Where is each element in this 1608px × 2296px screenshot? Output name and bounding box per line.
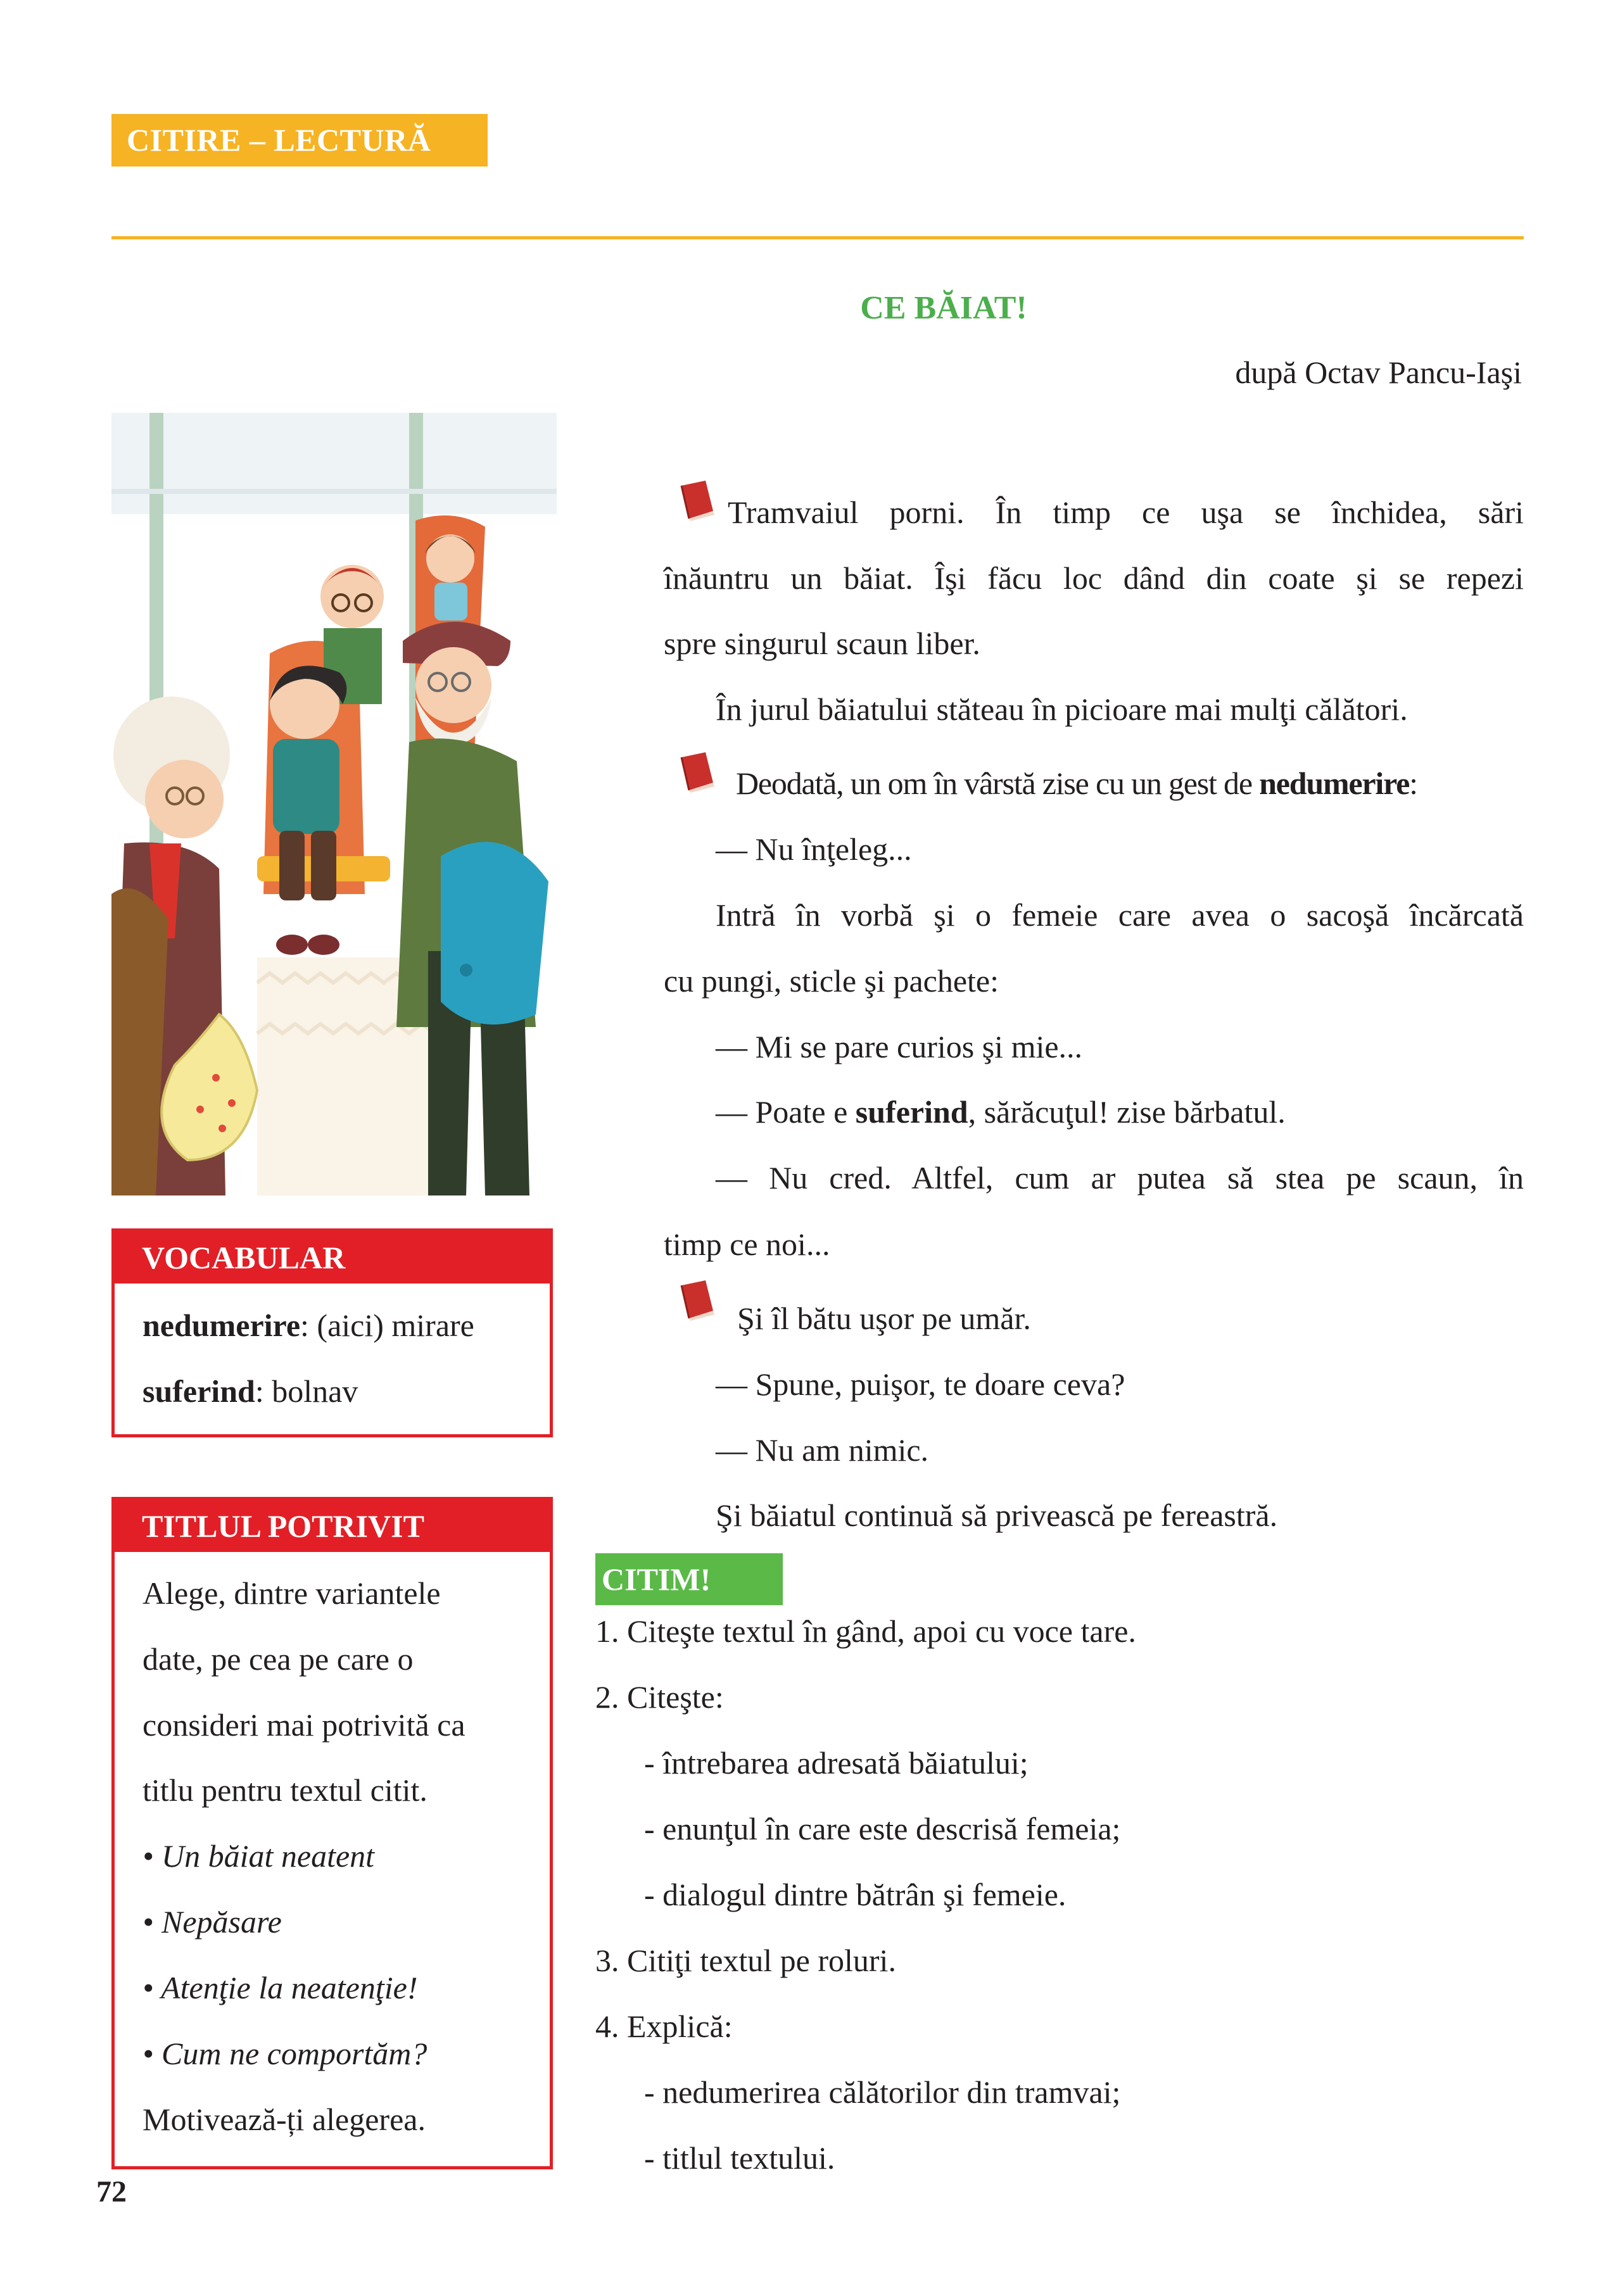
vocab-word-nedumerire: nedumerire bbox=[1259, 766, 1410, 801]
story-line: — Nu înţeleg... bbox=[716, 831, 912, 867]
section-label: CITIRE – LECTURĂ bbox=[111, 114, 488, 167]
exercise-line: 4. Explică: bbox=[595, 2009, 733, 2044]
closing-instruction: Motivează-ți alegerea. bbox=[142, 2102, 426, 2137]
story-line: timp ce noi... bbox=[664, 1227, 830, 1262]
story-line: — Poate e suferind, sărăcuţul! zise bărbatul. bbox=[716, 1094, 1286, 1130]
title-choice-heading: TITLUL POTRIVIT bbox=[115, 1500, 550, 1552]
vocabulary-box bbox=[111, 1228, 553, 1437]
story-line: Deodată, un om în vârstă zise cu un gest de nedumerire: bbox=[736, 766, 1417, 801]
book-icon bbox=[676, 751, 718, 793]
vocab-word-suferind: suferind bbox=[855, 1094, 968, 1130]
story-line: — Spune, puişor, te doare ceva? bbox=[716, 1366, 1125, 1402]
title-option: • Atenţie la neatenţie! bbox=[142, 1970, 418, 2005]
title-option: • Cum ne comportăm? bbox=[142, 2036, 427, 2071]
exercise-subline: - titlul textului. bbox=[644, 2140, 835, 2176]
exercise-subline: - întrebarea adresată băiatului; bbox=[644, 1745, 1029, 1781]
instruction-line: titlu pentru textul citit. bbox=[142, 1772, 427, 1808]
title-option: • Un băiat neatent bbox=[142, 1838, 375, 1874]
story-title: CE BĂIAT! bbox=[860, 290, 1027, 326]
story-line: În jurul băiatului stăteau în picioare mai mulţi călători. bbox=[716, 691, 1408, 727]
story-line: Intră în vorbă şi o femeie care avea o sacoşă încărcată bbox=[716, 897, 1524, 933]
title-option: • Nepăsare bbox=[142, 1904, 282, 1940]
exercise-subline: - nedumerirea călătorilor din tramvai; bbox=[644, 2074, 1121, 2110]
page-number: 72 bbox=[96, 2175, 127, 2209]
instruction-line: consideri mai potrivită ca bbox=[142, 1707, 465, 1743]
story-author: după Octav Pancu-Iaşi bbox=[1235, 355, 1522, 390]
instruction-line: date, pe cea pe care o bbox=[142, 1641, 414, 1677]
header-divider bbox=[111, 236, 1524, 239]
tram-passengers-illustration bbox=[111, 413, 557, 1195]
exercise-line: 1. Citeşte textul în gând, apoi cu voce tare. bbox=[595, 1613, 1136, 1649]
exercise-subline: - enunţul în care este descrisă femeia; bbox=[644, 1811, 1121, 1846]
vocabulary-entry: suferind: bolnav bbox=[142, 1373, 358, 1409]
book-icon bbox=[676, 1279, 718, 1321]
vocabulary-entry: nedumerire: (aici) mirare bbox=[142, 1308, 474, 1343]
title-choice-box bbox=[111, 1497, 553, 2169]
exercise-line: 3. Citiţi textul pe roluri. bbox=[595, 1943, 896, 1978]
story-line: înăuntru un băiat. Îşi făcu loc dând din coate şi se repezi bbox=[664, 560, 1524, 596]
story-line: spre singurul scaun liber. bbox=[664, 626, 980, 661]
story-line: Şi îl bătu uşor pe umăr. bbox=[737, 1301, 1031, 1336]
story-line: Tramvaiul porni. În timp ce uşa se închidea, sări bbox=[728, 495, 1524, 530]
book-icon bbox=[676, 479, 718, 521]
exercise-line: 2. Citeşte: bbox=[595, 1679, 724, 1715]
story-line: — Nu cred. Altfel, cum ar putea să stea pe scaun, în bbox=[716, 1160, 1524, 1195]
exercises-heading: CITIM! bbox=[595, 1553, 783, 1605]
story-line: — Mi se pare curios şi mie... bbox=[716, 1029, 1083, 1064]
vocabulary-heading: VOCABULAR bbox=[115, 1232, 550, 1284]
exercise-subline: - dialogul dintre bătrân şi femeie. bbox=[644, 1877, 1067, 1912]
story-line: — Nu am nimic. bbox=[716, 1432, 929, 1468]
story-line: cu pungi, sticle şi pachete: bbox=[664, 963, 999, 999]
instruction-line: Alege, dintre variantele bbox=[142, 1575, 441, 1611]
story-line: Şi băiatul continuă să privească pe fereastră. bbox=[716, 1498, 1278, 1533]
